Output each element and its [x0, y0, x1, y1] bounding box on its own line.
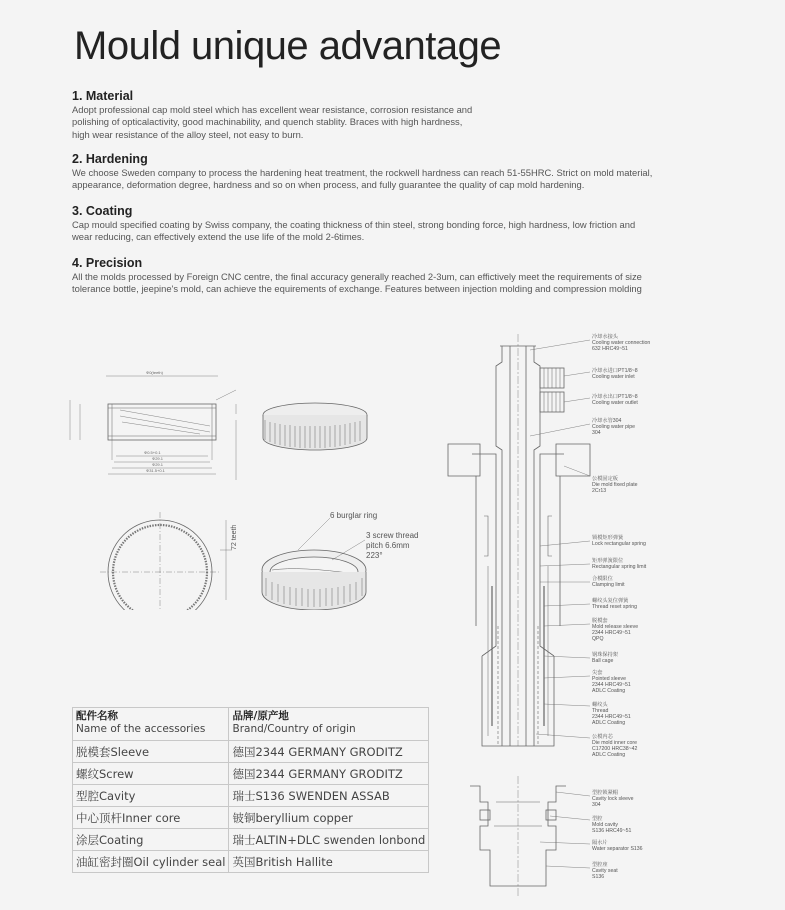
svg-text:Ball cage: Ball cage	[592, 658, 614, 664]
section-hardening	[72, 152, 732, 192]
svg-text:冷却水出口PT1/8~8: 冷却水出口PT1/8~8	[592, 394, 638, 400]
svg-text:632 HRC49~51: 632 HRC49~51	[592, 346, 628, 352]
svg-text:Cooling water outlet: Cooling water outlet	[592, 400, 638, 406]
section-precision	[72, 256, 732, 296]
table-row: 涂层Coating 瑞士ALTIN+DLC swenden lonbond	[73, 829, 429, 851]
accessories-table	[72, 707, 429, 873]
table-row: 脱模套Sleeve 德国2344 GERMANY GRODITZ	[73, 741, 429, 763]
section-text: Adopt professional cap mold steel which has excellent wear resistance, corrosion resistance and polishing of opticalactivity, good machinability, and quench stablity. Braces with high hardness, high wear resistance of the alloy steel, not easy to burn.	[72, 104, 473, 140]
dim-label: Φ29.1	[152, 456, 163, 461]
svg-text:型腔锁紧帽: 型腔锁紧帽	[592, 790, 618, 796]
callout-labels	[592, 332, 650, 880]
section-text: Cap mould specified coating by Swiss company, the coating thickness of thin steel, strong bonding force, high hardness, low friction and wear reducing, can effectively extend the use life of the mold 2-6times.	[72, 219, 636, 243]
svg-text:Clamping limit: Clamping limit	[592, 582, 625, 588]
svg-text:钢珠保持架: 钢珠保持架	[592, 652, 618, 658]
svg-text:Thread reset spring: Thread reset spring	[592, 604, 637, 610]
section-coating	[72, 204, 732, 244]
table-row: 油缸密封圈Oil cylinder seal 英国British Hallite	[73, 851, 429, 873]
svg-text:2344 HRC49~51: 2344 HRC49~51	[592, 714, 631, 720]
svg-text:ADLC Coating: ADLC Coating	[592, 720, 626, 726]
mold-assembly-drawing	[440, 326, 785, 896]
svg-text:尖套: 尖套	[592, 670, 603, 676]
cap-3d-top	[263, 403, 367, 450]
svg-text:合模限位: 合模限位	[592, 576, 613, 582]
svg-text:S136 HRC49~51: S136 HRC49~51	[592, 828, 632, 834]
label-screw-pitch: pitch 6.6mm	[366, 541, 410, 550]
svg-text:Die mold fixed plate: Die mold fixed plate	[592, 482, 638, 488]
svg-text:Water separator S136: Water separator S136	[592, 846, 643, 852]
svg-text:Mold cavity: Mold cavity	[592, 822, 618, 828]
svg-text:Die mold inner core: Die mold inner core	[592, 740, 637, 746]
dim-label: Φ0.5+0.1	[144, 450, 161, 455]
page-title: Mould unique advantage	[74, 24, 502, 68]
svg-text:冷却水接头: 冷却水接头	[592, 334, 618, 340]
svg-text:公模内芯: 公模内芯	[592, 734, 613, 740]
section-heading: 1. Material	[72, 89, 134, 103]
section-heading: 2. Hardening	[72, 152, 148, 166]
dim-label: Φ29.1	[152, 462, 163, 467]
section-heading: 3. Coating	[72, 204, 133, 218]
label-screw-thread: 3 screw thread	[366, 531, 419, 540]
svg-text:锁模矩形弹簧: 锁模矩形弹簧	[592, 535, 624, 541]
svg-text:304: 304	[592, 430, 601, 436]
label-screw-angle: 223°	[366, 551, 383, 560]
svg-text:矩形弹簧限位: 矩形弹簧限位	[592, 558, 624, 564]
svg-text:Cavity lock sleeve: Cavity lock sleeve	[592, 796, 634, 802]
svg-text:QPQ: QPQ	[592, 636, 604, 642]
section-text: All the molds processed by Foreign CNC centre, the final accuracy generally reached 2-3um, can effictively meet the requirements of size tolerance bottle, jeepine's mold, can achieve the equirements of exchange. Features between injection molding and compression molding	[72, 271, 642, 295]
cap-plan-view	[100, 512, 232, 610]
svg-text:公模固定板: 公模固定板	[592, 476, 618, 482]
table-row: 中心顶杆Inner core 铍铜beryllium copper	[73, 807, 429, 829]
svg-text:Thread: Thread	[592, 708, 609, 714]
section-heading: 4. Precision	[72, 256, 143, 270]
svg-text:S136: S136	[592, 874, 605, 880]
section-material	[72, 89, 722, 141]
table-row: 型腔Cavity 瑞士S136 SWENDEN ASSAB	[73, 785, 429, 807]
svg-text:Mold release sleeve: Mold release sleeve	[592, 624, 639, 630]
svg-text:螺纹头: 螺纹头	[592, 702, 608, 708]
svg-text:冷却水进口PT1/8~8: 冷却水进口PT1/8~8	[592, 368, 638, 374]
dim-label: Φ31.5+0.1	[146, 468, 165, 473]
svg-text:型腔座: 型腔座	[592, 862, 608, 868]
label-teeth: 72 teeth	[231, 524, 238, 550]
svg-text:2344 HRC49~51: 2344 HRC49~51	[592, 630, 631, 636]
svg-text:Lock rectangular spring: Lock rectangular spring	[592, 541, 646, 547]
svg-text:Cavity seat: Cavity seat	[592, 868, 618, 874]
svg-text:ADLC Coating: ADLC Coating	[592, 752, 626, 758]
svg-text:螺纹头复位弹簧: 螺纹头复位弹簧	[592, 598, 629, 604]
cap-technical-drawing	[60, 360, 440, 610]
cap-3d-bottom	[262, 518, 366, 610]
svg-text:C17200 HRC38~42: C17200 HRC38~42	[592, 746, 638, 752]
svg-text:脱模套: 脱模套	[592, 618, 608, 624]
svg-text:型腔: 型腔	[592, 816, 603, 822]
svg-text:Pointed sleeve: Pointed sleeve	[592, 676, 627, 682]
dim-label: Φ0(teeth)	[146, 370, 163, 375]
section-text: We choose Sweden company to process the hardening heat treatment, the rockwell hardness can reach 51-55HRC. Strict on mold material, appearance, deformation degree, hardness and so on when process, and fully guarantee the quality of cap mold hardening.	[72, 167, 653, 191]
svg-text:2344 HRC49~51: 2344 HRC49~51	[592, 682, 631, 688]
svg-text:2Cr13: 2Cr13	[592, 488, 607, 494]
svg-text:冷却水管304: 冷却水管304	[592, 418, 622, 424]
label-burglar-ring: 6 burglar ring	[330, 511, 378, 520]
svg-text:ADLC Coating: ADLC Coating	[592, 688, 626, 694]
svg-text:Rectangular spring limit: Rectangular spring limit	[592, 564, 647, 570]
svg-text:Cooling water pipe: Cooling water pipe	[592, 424, 635, 430]
svg-text:Cooling water connection: Cooling water connection	[592, 340, 651, 346]
svg-text:Cooling water inlet: Cooling water inlet	[592, 374, 635, 380]
table-header: 配件名称 Name of the accessories 品牌/原产地 Brand/Country of origin	[73, 708, 429, 741]
table-row: 螺纹Screw 德国2344 GERMANY GRODITZ	[73, 763, 429, 785]
svg-text:304: 304	[592, 802, 601, 808]
svg-text:隔水片: 隔水片	[592, 840, 608, 846]
